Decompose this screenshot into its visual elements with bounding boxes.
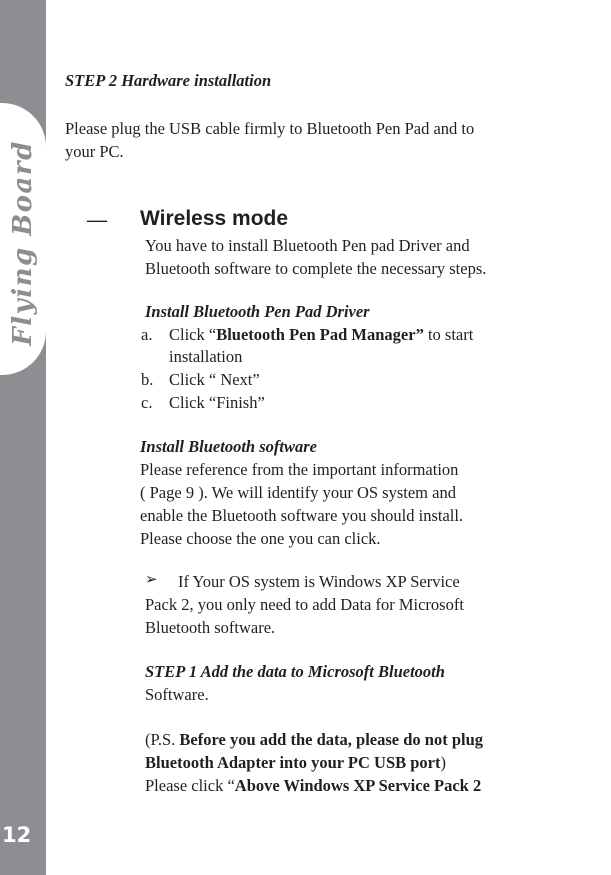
step-b-text: Click “ Next”	[169, 370, 260, 389]
step2-title: STEP 2 Hardware installation	[65, 71, 272, 90]
section-dash: —	[87, 209, 107, 231]
note-line1: (P.S. Before you add the data, please do not plug	[145, 730, 484, 749]
xp-line3: Bluetooth software.	[145, 618, 276, 637]
step1-title: STEP 1 Add the data to Microsoft Bluetooth	[145, 662, 445, 681]
arrow-bullet-icon: ➢	[145, 570, 158, 588]
step2-line1: Please plug the USB cable firmly to Bluetooth Pen Pad and to	[65, 119, 475, 138]
step-b-marker: b.	[141, 370, 154, 389]
software-line2: ( Page 9 ). We will identify your OS system and	[140, 483, 456, 502]
note-line3: Please click “Above Windows XP Service Pack 2	[145, 776, 482, 795]
software-line1: Please reference from the important information	[140, 460, 459, 479]
page-number: 12	[2, 823, 32, 847]
step2-line2: your PC.	[65, 142, 124, 161]
step1-line2: Software.	[145, 685, 209, 704]
above-windows-xp-sp2-label: Above Windows XP Service Pack 2	[234, 776, 482, 795]
note-line2: Bluetooth Adapter into your PC USB port)	[145, 753, 447, 772]
step-c-text: Click “Finish”	[169, 393, 265, 412]
sidebar	[0, 0, 46, 875]
xp-line1: If Your OS system is Windows XP Service	[178, 572, 460, 591]
step-a-line2: installation	[169, 347, 243, 366]
software-section-title: Install Bluetooth software	[140, 437, 317, 456]
wireless-intro-line1: You have to install Bluetooth Pen pad Driver and	[145, 236, 470, 255]
software-line3: enable the Bluetooth software you should install.	[140, 506, 464, 525]
step-a-text: Click “Bluetooth Pen Pad Manager” to start	[169, 325, 474, 344]
xp-line2: Pack 2, you only need to add Data for Microsoft	[145, 595, 464, 614]
bluetooth-pen-pad-manager-label: Bluetooth Pen Pad Manager”	[216, 325, 424, 344]
wireless-intro-line2: Bluetooth software to complete the necessary steps.	[145, 259, 487, 278]
step-a-marker: a.	[141, 325, 153, 344]
wireless-mode-heading: Wireless mode	[140, 207, 289, 230]
software-line4: Please choose the one you can click.	[140, 529, 381, 548]
driver-section-title: Install Bluetooth Pen Pad Driver	[145, 302, 370, 321]
brand-label: Flying Board	[8, 140, 38, 346]
step-c-marker: c.	[141, 393, 153, 412]
